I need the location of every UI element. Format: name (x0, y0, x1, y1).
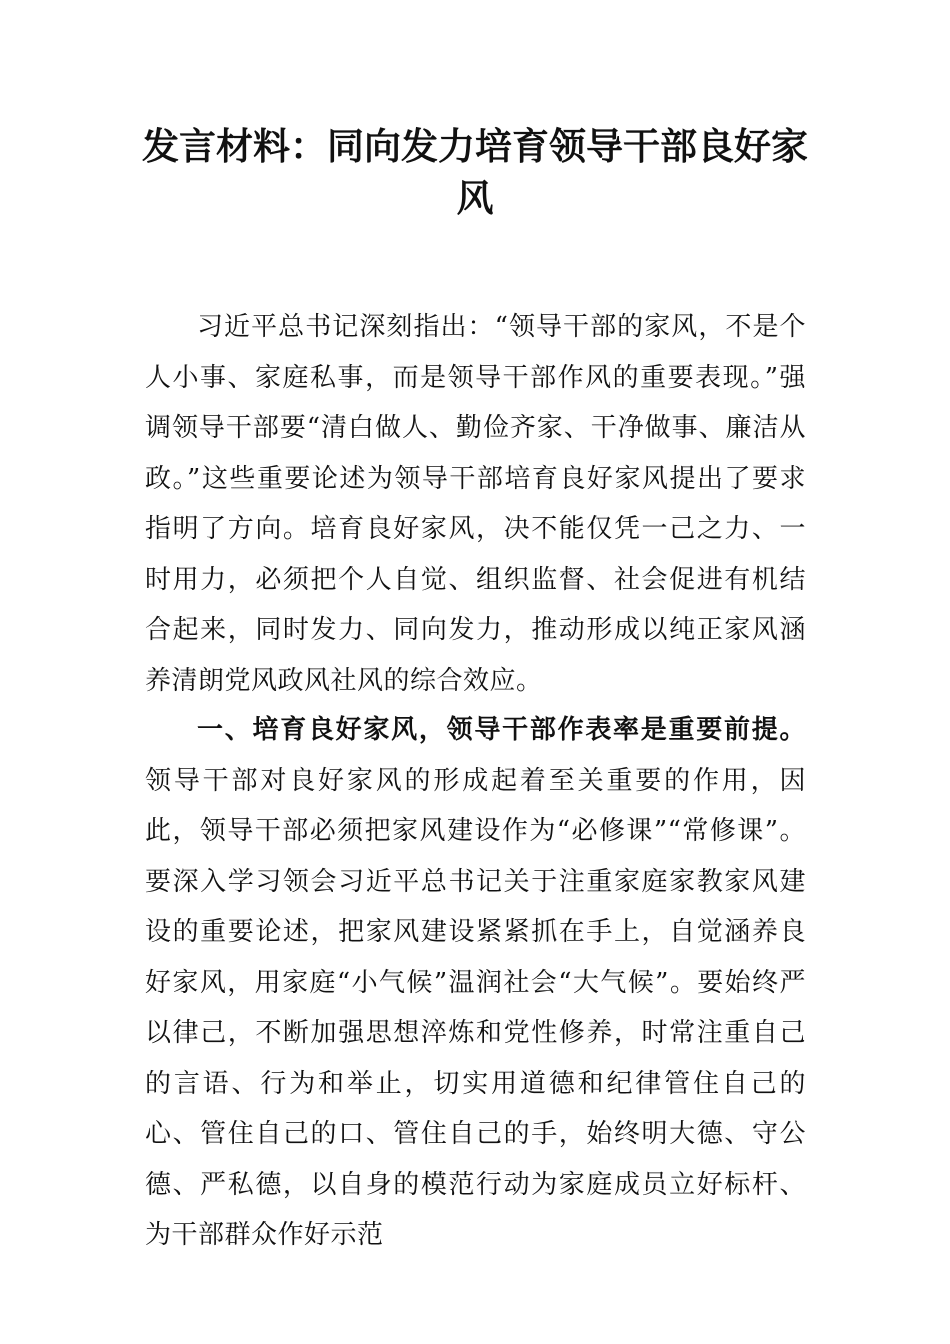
paragraph-section-one (145, 705, 806, 1261)
section-one-text: 领导干部对良好家风的形成起着至关重要的作用，因此，领导干部必须把家风建设作为“必修课”“常修课”。要深入学习领会习近平总书记关于注重家庭家教家风建设的重要论述，把家风建设紧紧抓在手上，自觉涵养良好家风，用家庭“小气候”温润社会“大气候”。要始终严以律己，不断加强思想淬炼和党性修养，时常注重自己的言语、行为和举止，切实用道德和纪律管住自己的心、管住自己的口、管住自己的手，始终明大德、守公德、严私德，以自身的模范行动为家庭成员立好标杆、为干部群众作好示范 (145, 765, 806, 1250)
section-one-heading: 一、培育良好家风，领导干部作表率是重要前提。 (197, 715, 806, 745)
document-title: 发言材料：同向发力培育领导干部良好家风 (142, 124, 808, 220)
paragraph-intro (145, 302, 806, 706)
paragraph-intro-text: 习近平总书记深刻指出：“领导干部的家风，不是个人小事、家庭私事，而是领导干部作风的重要表现。”强调领导干部要“清白做人、勤俭齐家、干净做事、廉洁从政。”这些重要论述为领导干部培育良好家风提出了要求指明了方向。培育良好家风，决不能仅凭一己之力、一时用力，必须把个人自觉、组织监督、社会促进有机结合起来，同时发力、同向发力，推动形成以纯正家风涵养清朗党风政风社风的综合效应。 (145, 312, 806, 696)
